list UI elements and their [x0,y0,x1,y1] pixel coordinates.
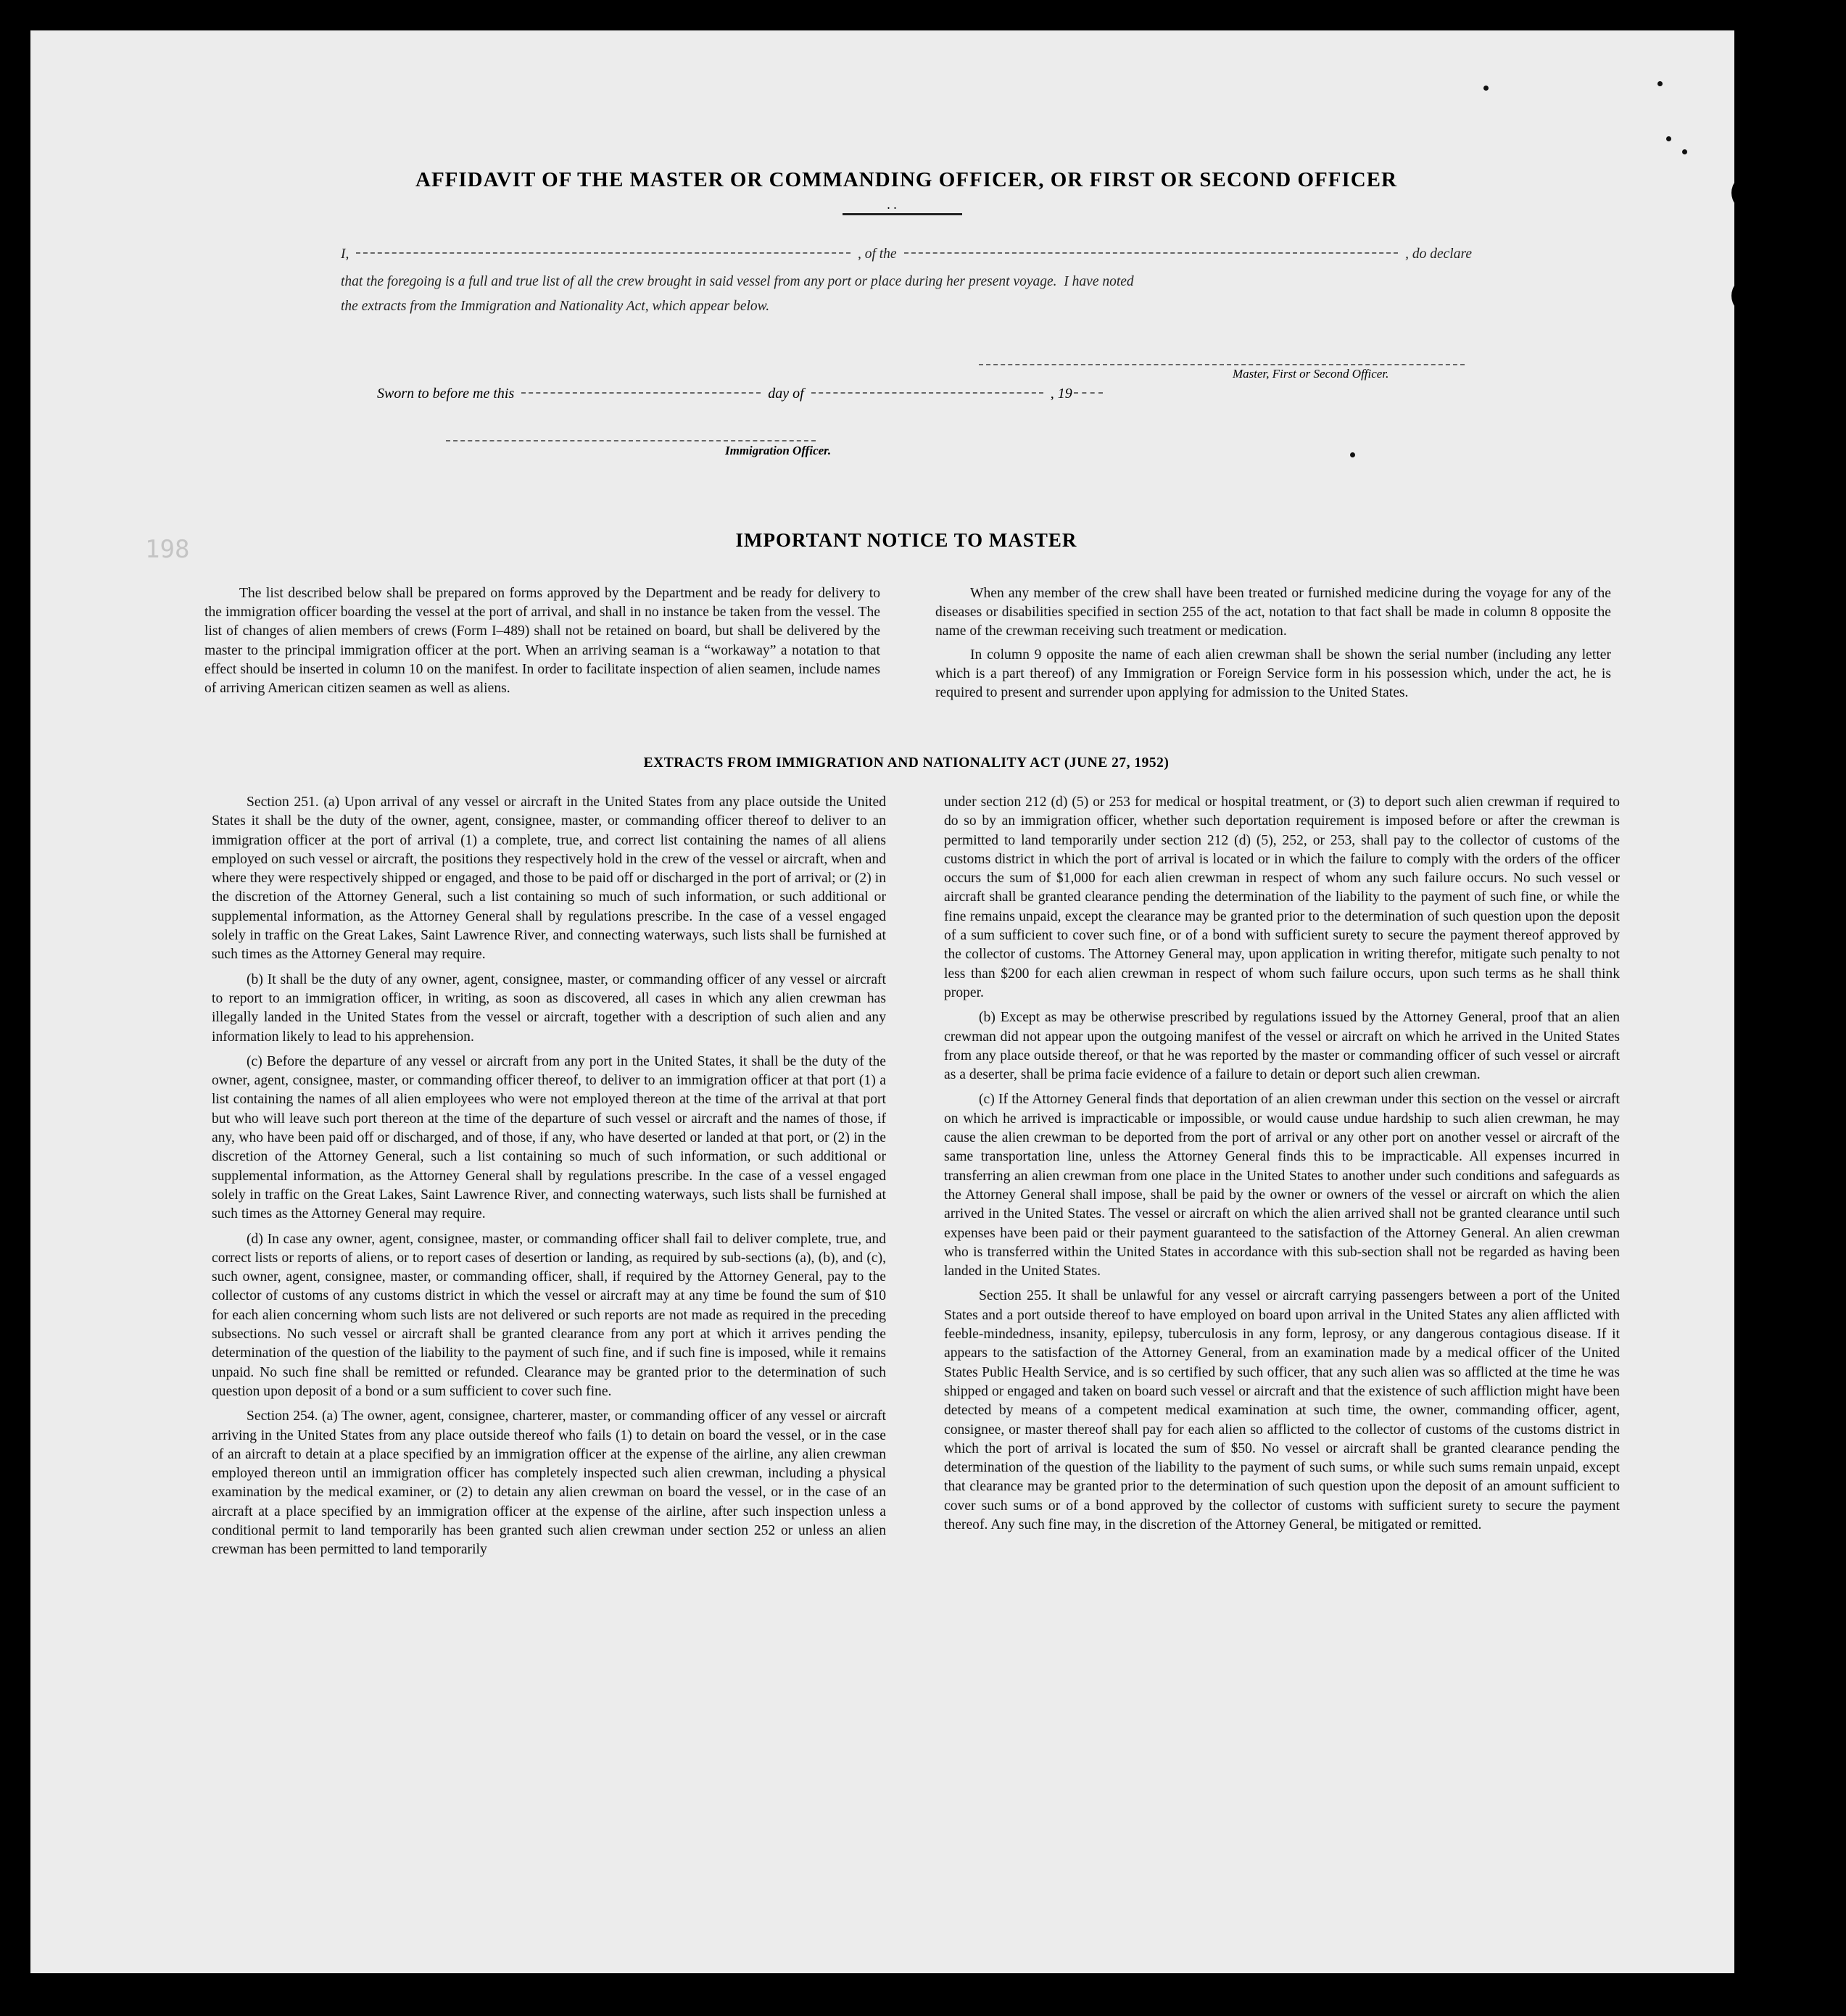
declaration-line-3: the extracts from the Immigration and Nationality Act, which appear below. [341,299,770,314]
section-251-b: (b) It shall be the duty of any owner, agent, consignee, master, or commanding officer of any vessel or aircraft to report to an immigration officer, in writing, as soon as discovered, all cases in which any alien crewman has illegally landed in the United States from the vessel or aircraft, together with a description of such alien and any information likely to lead to his apprehension. [212,971,886,1045]
sworn-prefix: Sworn to before me this [377,386,515,402]
title-rule-dots: . . [887,197,897,212]
declaration-i: I, [341,246,349,262]
notice-left-column [204,584,880,698]
section-254-a: Section 254. (a) The owner, agent, consignee, charterer, master, or commanding officer of any vessel or aircraft arriving in the United States from any place outside thereof who fails (1) to detain on board the vessel, or in the case of an aircraft to detain at a place specified by an immigration officer at the expense of the airline, any alien crewman employed thereon until an immigration officer has completely inspected such alien crewman, including a physical examination by the medical examiner, or (2) to detain any alien crewman on board the vessel, or in the case of an aircraft at a place specified by an immigration officer at the expense of the airline, after such inspection unless a conditional permit to land temporarily has been granted such alien crewman under section 252 or unless an alien crewman has been permitted to land temporarily [212,1409,886,1558]
scan-speck [1657,81,1663,86]
punch-hole [1743,1775,1775,1809]
section-255: Section 255. It shall be unlawful for any vessel or aircraft carrying passengers between a port of the United States and a port outside thereof to have employed on board upon arrival in the United States any alien afflicted with feeble-mindedness, insanity, epilepsy, tuberculosis in any form, leprosy, or any dangerous contagious disease. If it appears to the satisfaction of the Attorney General, from an examination made by a medical officer of the United States Public Health Service, and is so certified by such officer, that any such alien was so afflicted at the time he was shipped or engaged and taken on board such vessel or aircraft and that the existence of such affliction might have been detected by means of a competent medical examination at such time, the owner, commanding officer, agent, consignee, or master thereof shall pay for each alien so afflicted to the collector of customs of the customs district in which the port of arrival is located the sum of $50. No vessel or aircraft shall be granted clearance pending the determination of the question of the liability to the payment of such sums, or while such sums remain unpaid, except that clearance may be granted prior to the determination of such question upon the deposit of an amount sufficient to cover such sums or of a bond approved by the collector of customs with sufficient surety to secure the payment thereof. Any such fine may, in the discretion of the Attorney General, be mitigated or remitted. [944,1288,1620,1532]
sworn-month-blank[interactable] [811,392,1043,394]
extracts-left-column [212,793,886,1560]
punch-hole [1742,1672,1773,1706]
extracts-title: EXTRACTS FROM IMMIGRATION AND NATIONALITY ACT (JUNE 27, 1952) [643,755,1170,771]
bleed-through-mark: 198 [145,535,190,564]
punch-hole [1737,1266,1769,1301]
section-254-a-continued: under section 212 (d) (5) or 253 for medical or hospital treatment, or (3) to deport such alien crewman if required to do so by an immigration officer, whether such deportation requirement is imposed before or after the crewman is permitted to land temporarily under section 212 (d) (5), 252, or 253, shall pay to the collector of customs of the customs district in which the port of arrival is located or in which the failure to comply with the orders of the officer occurs the sum of $1,000 for each alien crewman in respect of whom any such failure occurs. No such vessel or aircraft shall be granted clearance pending the determination of the liability to the payment of such fine, or while the fine remains unpaid, except the clearance may be granted prior to the determination of such question upon the deposit of a sum sufficient to cover such fine, or of a bond with sufficient surety to secure the payment thereof approved by the collector of customs. The Attorney General may, upon application in writing therefor, mitigate such penalty to not less than $200 for each alien crewman in respect of whom such failure occurs, upon such terms as he shall think proper. [944,795,1620,1000]
sworn-date-blank[interactable] [521,392,761,394]
notice-paragraph: The list described below shall be prepared on forms approved by the Department and be ready for delivery to the immigration officer boarding the vessel at the port of arrival, and shall in no instance be taken from the vessel. The list of changes of alien members of crews (Form I–489) shall not be retained on board, but shall be delivered by the master to the principal immigration officer at the port. When an arriving seaman is a “workaway” a notation to that effect should be inserted in column 10 on the manifest. In order to facilitate inspection of alien seamen, include names of arriving American citizen seamen as well as aliens. [204,586,880,697]
signature-line[interactable] [979,364,1465,365]
section-254-b: (b) Except as may be otherwise prescribed by regulations issued by the Attorney General, proof that an alien crewman did not appear upon the outgoing manifest of the vessel or aircraft on which he arrived in the United States from any place outside thereof, or that he was reported by the master or commanding officer of such vessel or aircraft as a deserter, shall be prima facie evidence of a failure to detain or deport such alien crewman. [944,1010,1620,1083]
sworn-year: , 19 [1050,386,1072,402]
title-rule [843,213,962,215]
section-251-a: Section 251. (a) Upon arrival of any vessel or aircraft in the United States from any place outside the United States it shall be the duty of the owner, agent, consignee, master, or commanding officer thereof to deliver to an immigration officer at the port of arrival (1) a complete, true, and correct list containing the names of all aliens employed on such vessel or aircraft, the positions they respectively hold in the crew of the vessel or aircraft, when and where they were respectively shipped or engaged, and those to be paid off or discharged in the port of arrival; or (2) in the discretion of the Attorney General, such a list containing so much of such information, or such additional or supplemental information, as the Attorney General shall by regulations prescribe. In the case of a vessel engaged solely in traffic on the Great Lakes, Saint Lawrence River, and connecting waterways, such lists shall be furnished at such times as the Attorney General may require. [212,795,886,963]
sworn-year-blank[interactable] [1074,392,1103,394]
punch-hole [1731,175,1763,210]
scan-speck [1666,136,1671,141]
notice-paragraph: In column 9 opposite the name of each alien crewman shall be shown the serial number (including any letter which is a part thereof) of any Immigration or Foreign Service form in his possession which, under the act, he is required to present and surrender upon applying for admission to the United States. [935,647,1611,701]
punch-hole [1731,278,1763,313]
punch-hole [1734,583,1766,618]
affidavit-title: AFFIDAVIT OF THE MASTER OR COMMANDING OFFICER, OR FIRST OR SECOND OFFICER [415,168,1397,191]
notice-paragraph: When any member of the crew shall have been treated or furnished medicine during the voyage for any of the diseases or disabilities specified in section 255 of the act, notation to that fact shall be made in column 8 opposite the name of the crewman receiving such treatment or medication. [935,586,1611,639]
sworn-day-of: day of [768,386,804,402]
declaration-of-the: , of the [857,246,897,262]
signature-label: Master, First or Second Officer. [1233,367,1389,381]
immigration-officer-line[interactable] [446,440,816,441]
extracts-right-column [944,793,1620,1535]
name-blank[interactable] [356,252,850,254]
sworn-line [377,386,1175,402]
immigration-officer-label: Immigration Officer. [725,444,832,457]
section-251-c: (c) Before the departure of any vessel or aircraft from any port in the United States, it shall be the duty of the owner, agent, consignee, master, or commanding officer thereof, to deliver to an immigration officer at that port (1) a list containing the names of all alien employees who were not employed thereon at the time of the arrival at that port but who will leave such port thereon at the time of the departure of such vessel or aircraft and the names of those, if any, who have been paid off or discharged, and of those, if any, who have deserted or landed at that port, or (2) in the discretion of the Attorney General, such a list containing so much of such information, or such additional or supplemental information, as the Attorney General shall by regulations prescribe. In the case of a vessel engaged solely in traffic on the Great Lakes, Saint Lawrence River, and connecting waterways, such lists shall be furnished at such times as the Attorney General may require. [212,1053,886,1222]
declaration-do-declare: , do declare [1405,246,1472,262]
section-254-c: (c) If the Attorney General finds that deportation of an alien crewman under this section on the vessel or aircraft on which he arrived is impracticable or impossible, or would cause undue hardship to such alien crewman, he may cause the alien crewman to be deported from the port of arrival or any other port on another vessel or aircraft of the same transportation line, unless the Attorney General finds this to be impracticable. All expenses incurred in transferring an alien crewman from one place in the United States to another under such conditions and safeguards as the Attorney General shall impose, shall be paid by the owner or owners of the vessel or aircraft on which the alien arrived in the United States. The vessel or aircraft on which the alien arrived shall not be granted clearance until such expenses have been paid or their payment guaranteed to the satisfaction of the Attorney General. An alien crewman who is transferred within the United States in accordance with this sub-section shall not be regarded as having been landed in the United States. [944,1092,1620,1279]
scan-speck [1483,86,1489,91]
scan-speck [1350,452,1355,457]
section-251-d: (d) In case any owner, agent, consignee, master, or commanding officer shall fail to deliver complete, true, and correct lists or reports of aliens, or to report cases of desertion or landing, as required by sub-sections (a), (b), and (c), such owner, agent, consignee, master, or commanding officer, shall, if required by the Attorney General, pay to the collector of customs of any customs district in which the vessel or aircraft may at any time be found the sum of $10 for each alien concerning whom such lists are not delivered or such reports are not made as required in the preceding subsections. No such vessel or aircraft shall be granted clearance from any port at which it arrives pending the determination of the question of the liability to the payment of such fine, and if such fine is imposed, while it remains unpaid. No such fine shall be remitted or refunded. Clearance may be granted prior to the determination of such question upon deposit of a bond or a sum sufficient to cover such fine. [212,1231,886,1399]
declaration-line-2: that the foregoing is a full and true list of all the crew brought in said vessel from any port or place during her present voyage. I have noted [341,274,1134,289]
declaration-line-1 [341,246,1472,262]
vessel-blank[interactable] [904,252,1399,254]
punch-hole [1739,1369,1771,1403]
notice-right-column [935,584,1611,702]
punch-hole [1736,686,1768,721]
scan-speck [1682,149,1687,154]
notice-title: IMPORTANT NOTICE TO MASTER [735,529,1077,551]
